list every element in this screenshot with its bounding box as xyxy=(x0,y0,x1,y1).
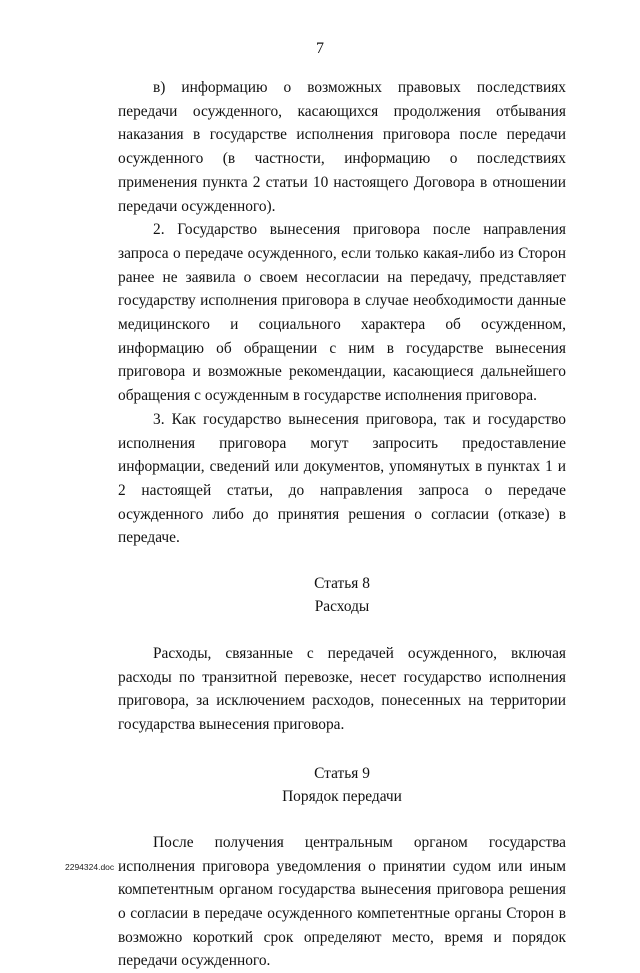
paragraph-3: 3. Как государство вынесения приговора, так и государство исполнения приговора могут запросить предоставление информации, сведений или документов, упомянутых в пунктах 1 и 2 настоящей статьи, до направления запроса о передаче осужденного либо до принятия решения о согласии (отказе) в передаче. xyxy=(118,410,566,547)
article-9-title: Порядок передачи xyxy=(282,787,402,805)
document-footer: 2294324.doc xyxy=(65,862,115,872)
article-9-heading xyxy=(118,762,566,808)
article-9-number: Статья 9 xyxy=(314,764,370,782)
document-body xyxy=(118,76,566,973)
article-9-text: После получения центральным органом государства исполнения приговора уведомления о принятии судом или иным компетентным органом государства вынесения приговора решения о согласии в передаче осужденного компетентные органы Сторон в возможно короткий срок определяют место, время и порядок передачи осужденного. xyxy=(118,833,566,970)
paragraph-2: 2. Государство вынесения приговора после направления запроса о передаче осужденного, если только какая-либо из Сторон ранее не заявила о своем несогласии на передачу, представляет государству исполнения приговора в случае необходимости данные медицинского и социального характера об осужденном, информацию об обращении с ним в государстве вынесения приговора и возможные рекомендации, касающиеся дальнейшего обращения с осужденным в государстве исполнения приговора. xyxy=(118,221,566,405)
page-number: 7 xyxy=(316,40,324,57)
article-8-text: Расходы, связанные с передачей осужденного, включая расходы по транзитной перевозке, несет государство исполнения приговора, за исключением расходов, понесенных на территории государства вынесения приговора. xyxy=(118,645,566,734)
article-8-title: Расходы xyxy=(314,598,370,616)
article-8-number: Статья 8 xyxy=(314,575,370,593)
paragraph-v: в) информацию о возможных правовых последствиях передачи осужденного, касающихся продолжения отбывания наказания в государстве исполнения приговора после передачи осужденного (в частности, информацию о последствиях применения пункта 2 статьи 10 настоящего Договора в отношении передачи осужденного). xyxy=(118,79,566,215)
article-8-heading xyxy=(118,572,566,618)
